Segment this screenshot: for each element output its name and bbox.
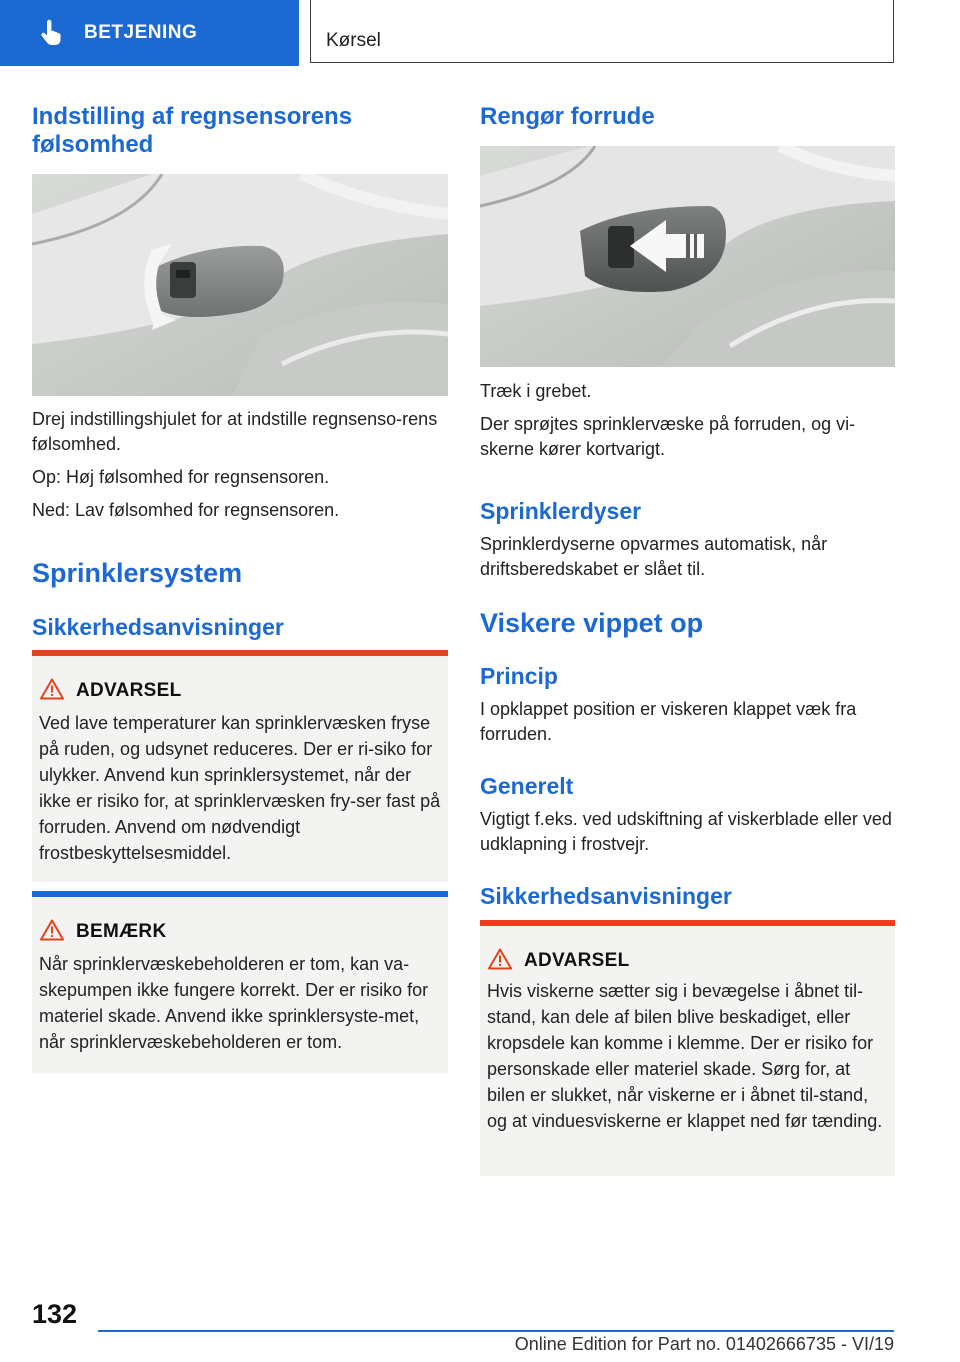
hand-pointer-icon [38, 19, 66, 47]
page-number: 132 [32, 1299, 78, 1329]
paragraph-turn-wheel: Drej indstillingshjulet for at indstille regnsenso-rens følsomhed. [32, 409, 438, 454]
note-body: Når sprinklervæskebeholderen er tom, kan va-skepumpen ikke fungere korrekt. Der er risiko for materiel skade. Anvend ikke sprinklersyste-met, når sprinklervæskebeholderen er tom. [39, 954, 429, 1052]
warning-title: ADVARSEL [524, 950, 630, 971]
windshield-washer-illustration [480, 146, 895, 367]
right-body-text [480, 379, 895, 470]
heading-washer-nozzles: Sprinklerdyser [480, 498, 642, 524]
heading-clean-windshield: Rengør forrude [480, 103, 655, 130]
heading-safety-left: Sikkerhedsanvisninger [32, 614, 284, 640]
left-body-text [32, 407, 448, 531]
heading-sprinkler-system: Sprinklersystem [32, 558, 243, 588]
windshield-washer-image [480, 146, 895, 367]
heading-rain-sensor-sensitivity: Indstilling af regnsensorens følsomhed [32, 103, 353, 158]
paragraph-general: Vigtigt f.eks. ved udskiftning af viskerblade eller ved udklapning i frostvejr. [480, 809, 892, 854]
heading-general: Generelt [480, 773, 574, 799]
warning-title: ADVARSEL [76, 680, 182, 701]
footer-edition: Online Edition for Part no. 01402666735 - VI/19 [514, 1334, 894, 1354]
warning-triangle-icon [40, 919, 64, 941]
footer-rule [98, 1330, 894, 1332]
heading-principle: Princip [480, 663, 558, 689]
warning-body: Hvis viskerne sætter sig i bevægelse i åbnet til-stand, kan dele af bilen blive beskadiget, eller kropsdele kan komme i klemme. Der er risiko for personskade eller materiel skade. Sørg for, at bilen er slukket, når viskerne er i åbnet til-stand, og at vinduesviskerne er klappet ned før tænding. [487, 981, 883, 1131]
warning-box-right [480, 920, 895, 1176]
rain-sensor-wheel-image [32, 174, 448, 396]
note-box-left [32, 891, 448, 1073]
warning-triangle-icon [40, 678, 64, 700]
note-title: BEMÆRK [76, 921, 167, 942]
chapter-title: Kørsel [326, 30, 381, 51]
section-tab-label: BETJENING [84, 22, 198, 43]
rain-sensor-wheel-illustration [32, 174, 448, 396]
chapter-header [310, 0, 894, 63]
warning-box-left [32, 650, 448, 882]
paragraph-spray: Der sprøjtes sprinklervæske på forruden, og vi-skerne kører kortvarigt. [480, 414, 856, 459]
paragraph-principle: I opklappet position er viskeren klappet væk fra forruden. [480, 699, 857, 744]
section-tab[interactable] [0, 0, 299, 66]
note-bar [32, 891, 448, 897]
warning-body: Ved lave temperaturer kan sprinklervæsken fryse på ruden, og udsynet reduceres. Der er ri-siko for ulykker. Anvend kun sprinklersystemet, når der ikke er risiko for, at sprinklervæsken fry-ser fast på forruden. Anvend om nødvendigt frostbeskyttelsesmiddel. [39, 713, 441, 863]
heading-wipers-tilted: Viskere vippet op [480, 608, 704, 638]
paragraph-nozzles: Sprinklerdyserne opvarmes automatisk, når driftsberedskabet er slået til. [480, 534, 828, 579]
heading-safety-right: Sikkerhedsanvisninger [480, 883, 732, 909]
paragraph-pull-lever: Træk i grebet. [480, 381, 592, 401]
warning-bar [480, 920, 895, 926]
paragraph-down: Ned: Lav følsomhed for regnsensoren. [32, 500, 340, 520]
paragraph-up: Op: Høj følsomhed for regnsensoren. [32, 467, 330, 487]
warning-triangle-icon [488, 948, 512, 970]
warning-bar [32, 650, 448, 656]
